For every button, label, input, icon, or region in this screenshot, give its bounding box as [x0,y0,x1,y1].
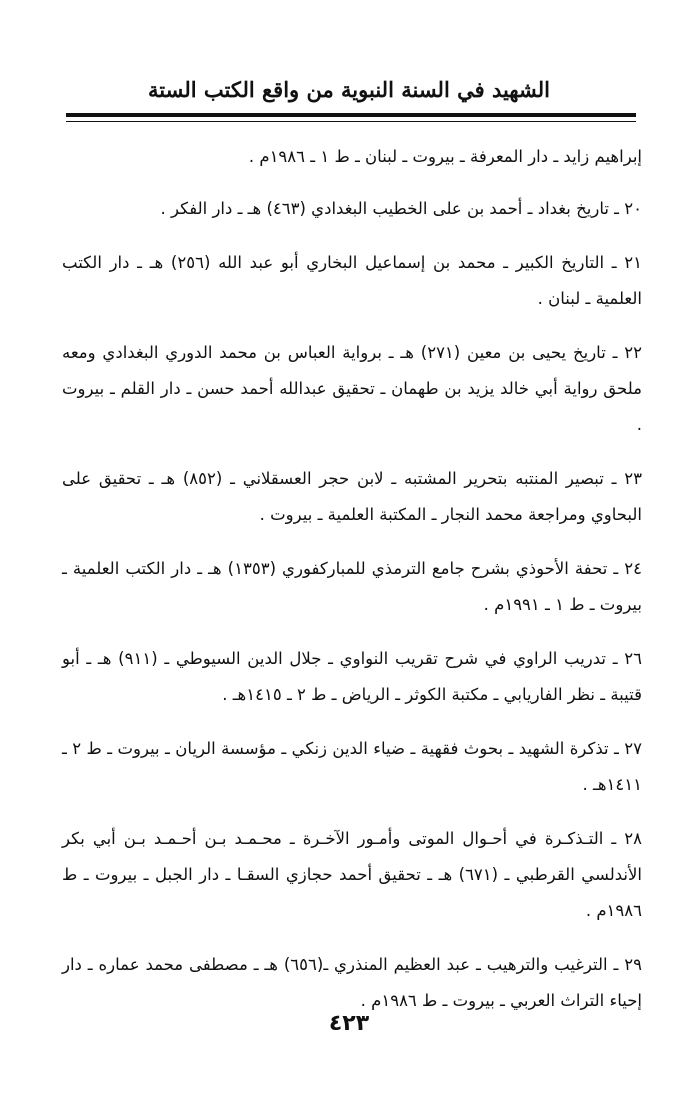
bibliography-entry-26: ٢٦ ـ تدريب الراوي في شرح تقريب النواوي ـ جلال الدين السيوطي ـ (٩١١) هـ ـ أبو قتيبة ـ نظر الفاريابي ـ مكتبة الكوثر ـ الرياض ـ ط ٢ ـ ١٤١٥هـ . [62,649,642,704]
bibliography-entry-29: ٢٩ ـ الترغيب والترهيب ـ عبد العظيم المنذري ـ(٦٥٦) هـ ـ مصطفى محمد عماره ـ دار إحياء التراث العربي ـ بيروت ـ ط ١٩٨٦م . [62,955,642,1010]
header-rule-thick [66,113,636,117]
bibliography-entry-22: ٢٢ ـ تاريخ يحيى بن معين (٢٧١) هـ ـ برواية العباس بن محمد الدوري البغدادي ومعه ملحق رواية أبي خالد يزيد بن طهمان ـ تحقيق عبدالله أحمد حسن ـ دار القلم ـ بيروت . [62,343,642,434]
bibliography-entry-28: ٢٨ ـ التـذكـرة في أحـوال الموتى وأمـور الآخـرة ـ محـمـد بـن أحـمـد بـن أبي بكر الأندلسي القرطبي ـ (٦٧١) هـ ـ تحقيق أحمد حجازي السقـا ـ دار الجبل ـ بيروت ـ ط ١٩٨٦م . [62,829,642,920]
bibliography-entry-20: ٢٠ ـ تاريخ بغداد ـ أحمد بن على الخطيب البغدادي (٤٦٣) هـ ـ دار الفكر . [160,199,642,218]
page-number: ٤٢٣ [328,1011,370,1036]
bibliography-entry-24: ٢٤ ـ تحفة الأحوذي بشرح جامع الترمذي للمباركفوري (١٣٥٣) هـ ـ دار الكتب العلمية ـ بيروت ـ ط ١ ـ ١٩٩١م . [62,559,643,614]
bibliography-entry-27: ٢٧ ـ تذكرة الشهيد ـ بحوث فقهية ـ ضياء الدين زنكي ـ مؤسسة الريان ـ بيروت ـ ط ٢ ـ ١٤١١هـ . [62,739,642,794]
header-rule-thin [66,121,636,122]
bibliography-entry-23: ٢٣ ـ تبصير المنتبه بتحرير المشتبه ـ لابن حجر العسقلاني ـ (٨٥٢) هـ ـ تحقيق على البحاوي ومراجعة محمد النجار ـ المكتبة العلمية ـ بيروت . [62,469,642,524]
bibliography-entry-21: ٢١ ـ التاريخ الكبير ـ محمد بن إسماعيل البخاري أبو عبد الله (٢٥٦) هـ ـ دار الكتب العلمية ـ لبنان . [62,253,643,308]
running-title: الشهيد في السنة النبوية من واقع الكتب الستة [148,77,550,102]
bibliography-list [62,139,642,1037]
bibliography-entry-continuation: إبراهيم زايد ـ دار المعرفة ـ بيروت ـ لبنان ـ ط ١ ـ ١٩٨٦م . [248,147,642,166]
